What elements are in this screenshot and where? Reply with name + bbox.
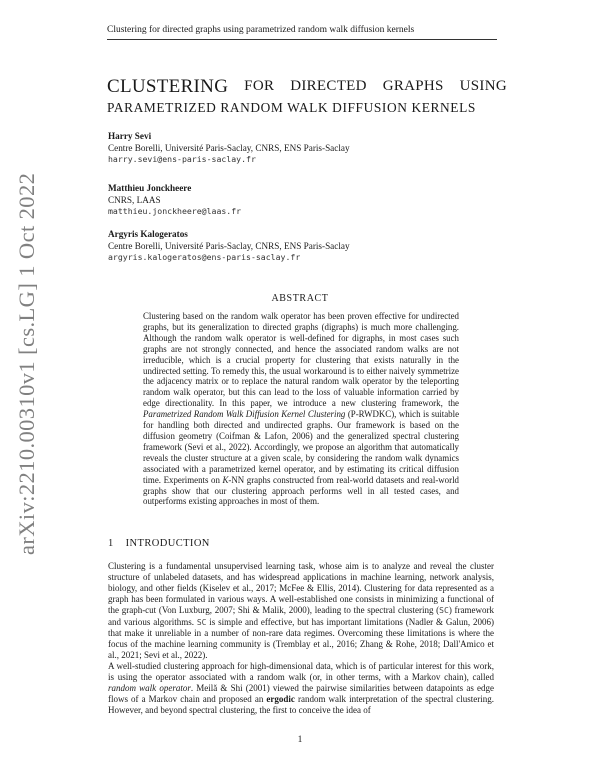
- intro-paragraph: [108, 561, 494, 661]
- abstract-body: [143, 311, 459, 507]
- title-word: CLUSTERING: [107, 76, 229, 97]
- author-affiliation: CNRS, LAAS: [108, 194, 161, 205]
- abstract-heading-text: ABSTRACT: [271, 293, 329, 304]
- paragraph-text: . Meilă & Shi (2001) viewed the pairwise similarities between datapoints as edge flows of a Markov chain and proposed an: [108, 682, 495, 704]
- author-name: Matthieu Jonckheere: [108, 183, 192, 193]
- abstract-text: (P-RWDKC), which is suitable for handling both directed and undirected graphs. Our framework is based on the diffusion geometry (Coifman & Lafon, 2006) and the generalized spectral clustering framework (Sevi et al., 2022). Accordingly, we propose an algorithm that automatically reveals the cluster structure at a given scale, by considering the random walk dynamics associated with a parametrized kernel operator, and by estimating its critical diffusion time. Experiments on: [143, 409, 460, 485]
- section-title: INTRODUCTION: [125, 538, 210, 549]
- paragraph-text: A well-studied clustering approach for high-dimensional data, which is of particular interest for this work, is using the operator associated with a random walk (or, in other terms, with a Markov chain), called: [108, 661, 494, 682]
- title-word: FOR: [244, 78, 275, 94]
- paragraph-text: is simple and effective, but has important limitations (Nadler & Galun, 2006) that make it unreliable in a number of non-rare data regimes. Overcoming these limitations is where the focus of the machine learning community is (Tremblay et al., 2016; Zhang & Rohe, 2018; Dall'Amico et al., 2021; Sevi et al., 2022).: [108, 616, 494, 661]
- sc-acronym: SC: [439, 605, 449, 615]
- paragraph-text: Clustering is a fundamental unsupervised learning task, whose aim is to analyze and reveal the cluster structure of unlabeled datasets, and has widespread applications in machine learning, network analysis, biology, and other fields (Kiselev et al., 2017; McFee & Ellis, 2014). Clustering for data represented as a graph has been formulated in various ways. A well-established one consists in minimizing a functional of the graph-cut (Von Luxburg, 2007; Shi & Malik, 2000), leading to the spectral clustering (: [108, 561, 494, 615]
- page-number: 1: [297, 735, 303, 745]
- abstract-k-symbol: K: [222, 474, 229, 485]
- title-line-1: [107, 76, 507, 97]
- title-word: USING: [459, 78, 507, 94]
- title-word: DIRECTED: [290, 78, 367, 94]
- paper-title: [107, 76, 507, 118]
- section-heading: [108, 538, 210, 549]
- title-line-2: PARAMETRIZED RANDOM WALK DIFFUSION KERNELS: [107, 100, 476, 115]
- emphasis-term: random walk operator: [108, 682, 191, 693]
- intro-paragraph: [108, 661, 494, 716]
- abstract-method-name: Parametrized Random Walk Diffusion Kernel Clustering: [143, 409, 346, 420]
- section-number: 1: [108, 538, 114, 549]
- abstract-text: -NN graphs constructed from real-world datasets and real-world graphs show that our clustering approach performs well in all tested cases, and outperforms existing approaches in most of them.: [143, 474, 459, 507]
- running-header: Clustering for directed graphs using parametrized random walk diffusion kernels: [107, 24, 497, 40]
- author-email[interactable]: harry.sevi@ens-paris-saclay.fr: [108, 154, 256, 165]
- paragraph-text: random walk interpretation of the spectral clustering. However, and beyond spectral clustering, the first to conceive the idea of: [108, 693, 494, 715]
- author-name: Argyris Kalogeratos: [108, 229, 188, 239]
- sc-acronym: SC: [196, 617, 207, 627]
- title-word: GRAPHS: [382, 78, 444, 94]
- bold-term: ergodic: [266, 693, 295, 704]
- author-email[interactable]: argyris.kalogeratos@ens-paris-saclay.fr: [108, 252, 301, 263]
- abstract-heading: [0, 293, 600, 304]
- author-affiliation: Centre Borelli, Université Paris-Saclay, CNRS, ENS Paris-Saclay: [108, 142, 350, 153]
- author-block: [108, 229, 488, 264]
- author-email[interactable]: matthieu.jonckheere@laas.fr: [108, 206, 242, 217]
- author-block: [108, 183, 488, 218]
- arxiv-stamp: arXiv:2210.00310v1 [cs.LG] 1 Oct 2022: [14, 172, 39, 555]
- abstract-text: Clustering based on the random walk operator has been proven effective for undirected graphs, but its generalization to directed graphs (digraphs) is much more challenging. Although the random walk operator is well-defined for digraphs, in most cases such graphs are not strongly connected, and hence the associated random walks are not irreducible, which is a crucial property for clustering that exists naturally in the undirected setting. To remedy this, the usual workaround is to either naively symmetrize the adjacency matrix or to replace the natural random walk operator by the teleporting random walk operator, but this can lead to the loss of valuable information carried by edge directionality. In this paper, we introduce a new clustering framework, the: [143, 311, 459, 409]
- author-block: [108, 131, 488, 166]
- author-affiliation: Centre Borelli, Université Paris-Saclay, CNRS, ENS Paris-Saclay: [108, 240, 350, 251]
- paragraph-text: ) framework and various algorithms.: [108, 604, 494, 627]
- author-name: Harry Sevi: [108, 131, 152, 141]
